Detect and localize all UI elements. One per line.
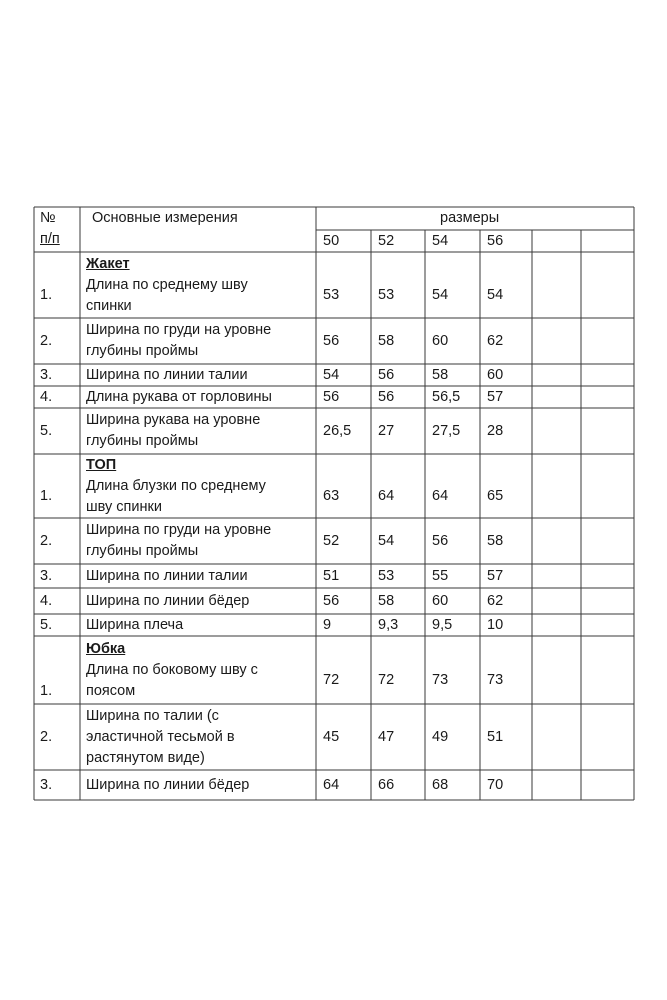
row-number: 2.: [40, 532, 53, 549]
size-value: 56: [323, 332, 340, 349]
size-value: 54: [432, 287, 449, 303]
row-number: 2.: [40, 728, 53, 745]
size-value: 9: [323, 616, 332, 633]
row-number: 1.: [40, 488, 53, 504]
row-label: Длина по среднему шву: [86, 276, 248, 293]
row-label: Ширина по груди на уровне: [86, 522, 272, 538]
size-value: 45: [323, 728, 340, 745]
size-value: 56: [323, 592, 340, 609]
size-value: 27: [378, 422, 395, 439]
size-value: 62: [487, 592, 504, 609]
size-value: 54: [323, 366, 340, 383]
size-value: 60: [487, 366, 504, 383]
size-value: 58: [378, 592, 395, 609]
row-label: Длина блузки по среднему: [86, 477, 266, 494]
size-value: 53: [323, 287, 340, 303]
size-value: 73: [432, 672, 449, 688]
row-number: 1.: [40, 682, 53, 699]
size-header-52: 52: [378, 233, 395, 249]
size-value: 52: [323, 532, 340, 549]
section-title: Жакет: [86, 255, 130, 272]
size-value: 62: [487, 332, 504, 349]
size-value: 57: [487, 388, 504, 405]
size-value: 9,5: [432, 616, 453, 633]
row-label: Длина по боковому шву с: [86, 661, 258, 678]
size-value: 28: [487, 422, 504, 439]
measure-header: Основные измерения: [92, 210, 238, 226]
row-number: 5.: [40, 422, 53, 439]
size-value: 56: [378, 366, 395, 383]
size-value: 58: [378, 332, 395, 349]
row-number: 5.: [40, 616, 53, 633]
size-value: 9,3: [378, 616, 399, 633]
size-value: 27,5: [432, 422, 461, 439]
row-label: растянутом виде): [86, 749, 205, 766]
size-value: 73: [487, 672, 504, 688]
size-value: 57: [487, 567, 504, 584]
row-number: 4.: [40, 592, 53, 609]
size-value: 54: [378, 532, 395, 549]
size-header-50: 50: [323, 233, 340, 249]
size-value: 55: [432, 567, 449, 584]
row-label: шву спинки: [86, 498, 162, 515]
size-value: 60: [432, 592, 449, 609]
size-value: 58: [487, 532, 504, 549]
row-number: 3.: [40, 776, 53, 793]
size-header-56: 56: [487, 233, 504, 249]
size-value: 63: [323, 488, 340, 504]
size-value: 70: [487, 776, 504, 793]
num-header: №: [40, 210, 56, 226]
row-number: 4.: [40, 388, 53, 405]
size-value: 56: [323, 388, 340, 405]
size-value: 72: [378, 672, 395, 688]
section-title: ТОП: [86, 456, 117, 473]
row-label: спинки: [86, 297, 132, 314]
row-number: 1.: [40, 287, 53, 303]
size-value: 56: [432, 532, 449, 549]
row-number: 3.: [40, 366, 53, 383]
row-label: Ширина по линии талии: [86, 567, 248, 584]
size-value: 56,5: [432, 388, 461, 405]
size-value: 53: [378, 567, 395, 584]
row-label: Ширина рукава на уровне: [86, 412, 261, 428]
row-label: Ширина по линии бёдер: [86, 776, 250, 793]
row-label: поясом: [86, 682, 136, 699]
row-number: 3.: [40, 567, 53, 584]
size-value: 53: [378, 287, 395, 303]
size-value: 10: [487, 616, 504, 633]
row-label: глубины проймы: [86, 543, 199, 559]
size-value: 58: [432, 366, 449, 383]
size-value: 49: [432, 728, 449, 745]
row-label: эластичной тесьмой в: [86, 728, 235, 745]
size-value: 47: [378, 728, 395, 745]
row-label: Ширина по линии талии: [86, 366, 248, 383]
size-value: 60: [432, 332, 449, 349]
size-value: 72: [323, 672, 340, 688]
size-value: 51: [487, 728, 504, 745]
row-label: глубины проймы: [86, 343, 199, 359]
size-value: 66: [378, 776, 395, 793]
sizes-header: размеры: [440, 210, 500, 226]
size-value: 54: [487, 287, 504, 303]
size-value: 64: [432, 488, 449, 504]
row-label: Длина рукава от горловины: [86, 388, 272, 405]
size-value: 56: [378, 388, 395, 405]
row-label: Ширина по талии (с: [86, 707, 219, 724]
size-header-54: 54: [432, 233, 449, 249]
size-value: 65: [487, 488, 504, 504]
size-value: 51: [323, 567, 340, 584]
size-value: 26,5: [323, 422, 352, 439]
row-label: глубины проймы: [86, 433, 199, 449]
row-label: Ширина по линии бёдер: [86, 592, 250, 609]
section-title: Юбка: [86, 640, 126, 657]
num-header-sub: п/п: [40, 231, 60, 247]
size-value: 68: [432, 776, 449, 793]
size-value: 64: [323, 776, 340, 793]
row-label: Ширина по груди на уровне: [86, 322, 272, 338]
row-number: 2.: [40, 332, 53, 349]
size-value: 64: [378, 488, 395, 504]
row-label: Ширина плеча: [86, 616, 184, 633]
